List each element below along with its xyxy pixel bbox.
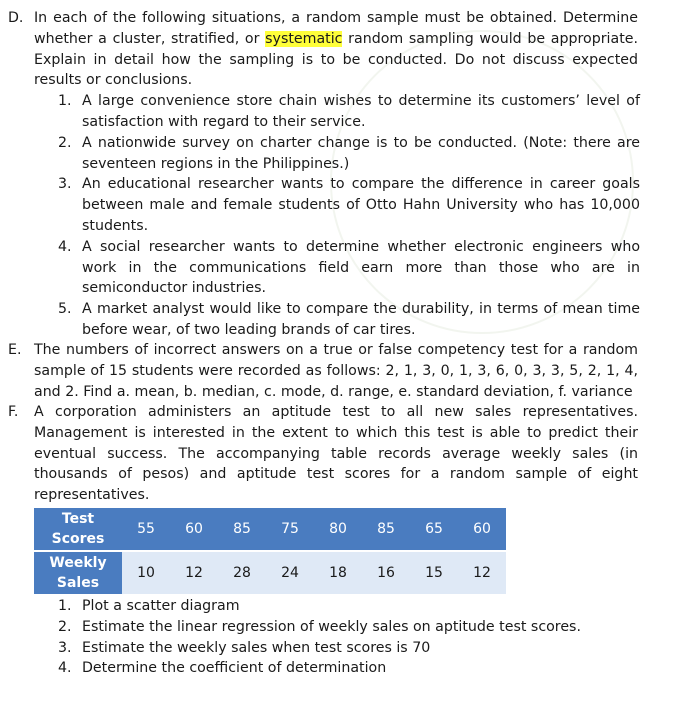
row-header-test-scores: Test Scores xyxy=(34,508,122,551)
list-item: 4. Determine the coefficient of determination xyxy=(58,660,387,677)
section-d-list xyxy=(8,91,638,341)
table-cell: 16 xyxy=(362,551,410,594)
list-item: 3. Estimate the weekly sales when test scores is 70 xyxy=(58,639,431,656)
table-cell: 18 xyxy=(314,551,362,594)
table-cell: 85 xyxy=(218,508,266,551)
table-row-weekly-sales xyxy=(34,551,506,594)
sales-data-table xyxy=(34,508,506,594)
list-item: 4. A social researcher wants to determine whether electronic engineers who work in the communications field earn more than those who are in semiconductor industries. xyxy=(58,238,640,297)
highlighted-word: systematic xyxy=(265,30,343,47)
table-cell: 65 xyxy=(410,508,458,551)
table-cell: 60 xyxy=(458,508,506,551)
table-cell: 75 xyxy=(266,508,314,551)
table-row-test-scores xyxy=(34,508,506,551)
row-header-weekly-sales: Weekly Sales xyxy=(34,551,122,594)
list-item: 5. A market analyst would like to compare the durability, in terms of mean time before wear, of two leading brands of car tires. xyxy=(58,301,640,338)
list-item: 2. A nationwide survey on charter change is to be conducted. (Note: there are seventeen regions in the Philippines.) xyxy=(58,134,640,172)
table-cell: 24 xyxy=(266,551,314,594)
section-e xyxy=(8,340,638,402)
section-d-label: D. xyxy=(8,10,24,26)
section-f-list xyxy=(8,596,648,679)
section-d-instructions: In each of the following situations, a random sample must be obtained. Determine whether a cluster, stratified, or systematic random sampling would be appropriate. Explain in detail how the sampling is to be conducted. Do not discuss expected results or conclusions. xyxy=(34,10,638,89)
section-d xyxy=(8,8,638,341)
table-cell: 80 xyxy=(314,508,362,551)
table-cell: 28 xyxy=(218,551,266,594)
table-cell: 12 xyxy=(458,551,506,594)
section-e-text: The numbers of incorrect answers on a true or false competency test for a random sample of 15 students were recorded as follows: 2, 1, 3, 0, 1, 3, 6, 0, 3, 3, 5, 2, 1, 4, and 2. Find a. mean, b. median, c. mode, d. range, e. standard deviation, f. variance xyxy=(34,342,638,400)
table-cell: 15 xyxy=(410,551,458,594)
list-item: 3. An educational researcher wants to compare the difference in career goals between male and female students of Otto Hahn University who has 10,000 students. xyxy=(58,176,640,234)
table-cell: 60 xyxy=(170,508,218,551)
table-cell: 10 xyxy=(122,551,170,594)
section-f-list-wrapper xyxy=(8,596,648,679)
section-f-text: A corporation administers an aptitude test to all new sales representatives. Management is interested in the extent to which this test is able to predict their eventual success. The accompanying table records average weekly sales (in thousands of pesos) and aptitude test scores for a random sample of eight representatives. xyxy=(34,404,638,504)
table-cell: 85 xyxy=(362,508,410,551)
section-f-label: F. xyxy=(8,404,19,420)
table-cell: 12 xyxy=(170,551,218,594)
section-f xyxy=(8,402,638,506)
list-item: 1. A large convenience store chain wishes to determine its customers’ level of satisfaction with regard to their service. xyxy=(58,93,640,130)
list-item: 1. Plot a scatter diagram xyxy=(58,598,240,614)
section-e-label: E. xyxy=(8,342,22,358)
list-item: 2. Estimate the linear regression of weekly sales on aptitude test scores. xyxy=(58,618,581,635)
table-cell: 55 xyxy=(122,508,170,551)
